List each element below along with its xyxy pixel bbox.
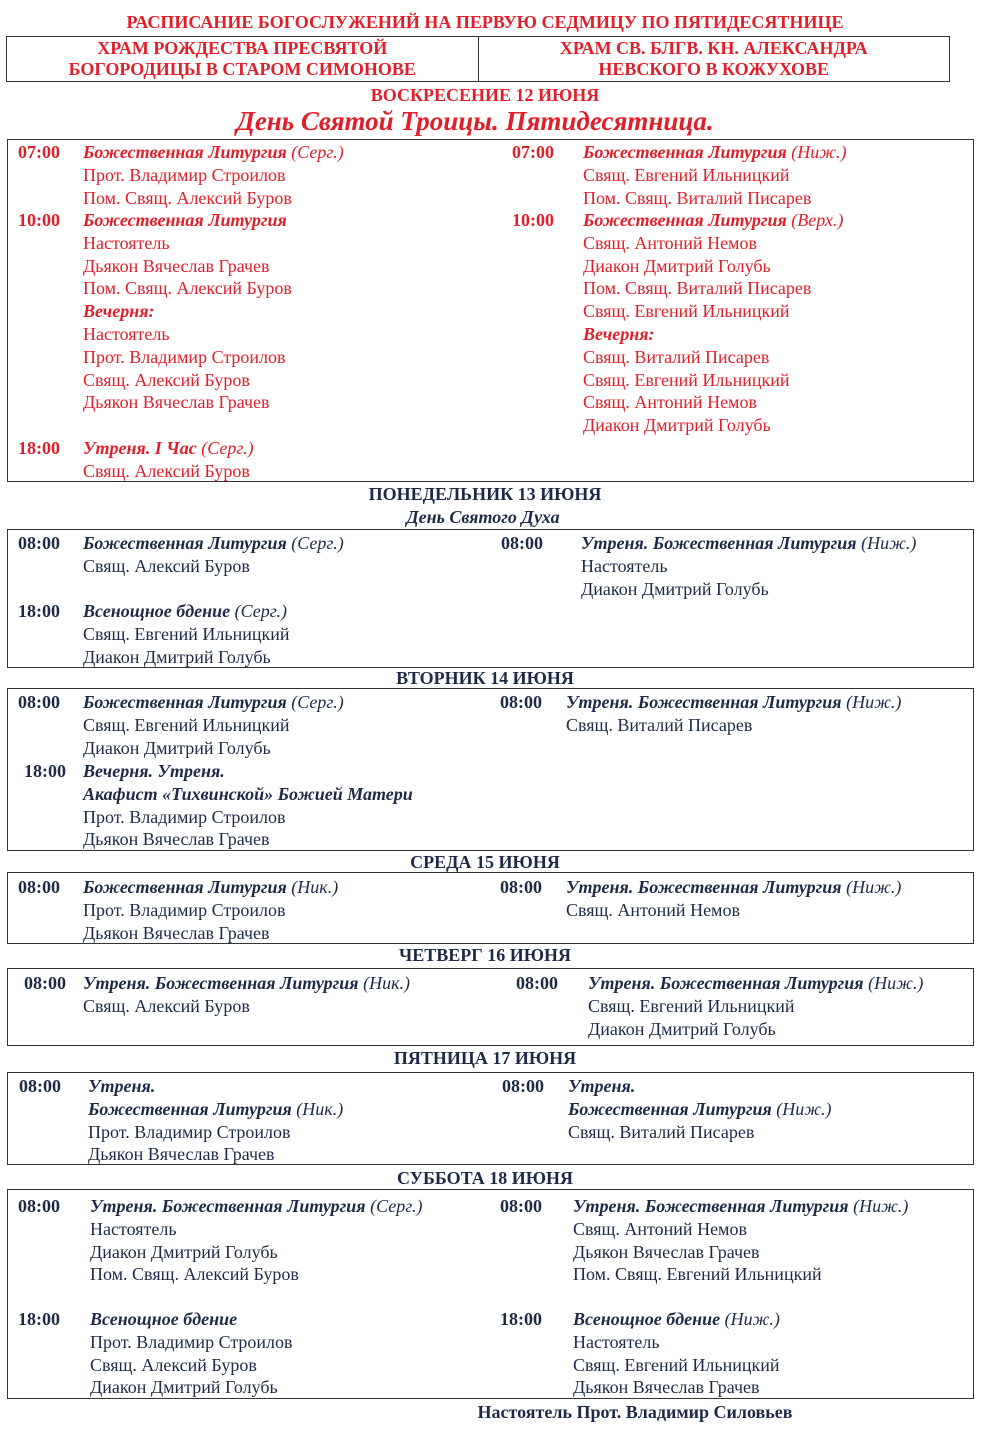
service-location: (Серг.) <box>370 1196 423 1216</box>
time: 08:00 <box>500 1196 542 1216</box>
entry-line: БОГОРОДИЦЫ В СТАРОМ СИМОНОВЕ <box>68 59 416 79</box>
service-location: (Ник.) <box>291 877 339 897</box>
entry-line: Диакон Дмитрий Голубь <box>90 1377 278 1398</box>
service-name: Божественная Литургия <box>568 1098 772 1119</box>
service-name: Всенощное бдение <box>573 1309 721 1329</box>
time: 08:00 <box>18 1196 60 1216</box>
page-title: РАСПИСАНИЕ БОГОСЛУЖЕНИЙ НА ПЕРВУЮ СЕДМИЦУ ПО ПЯТИДЕСЯТНИЦЕ <box>126 12 844 32</box>
entry-line: Прот. Владимир Строилов <box>88 1121 291 1142</box>
day-box-tuesday <box>7 688 974 851</box>
service-name: Всенощное бдение <box>83 601 231 621</box>
entry-line: Диакон Дмитрий Голубь <box>583 255 771 276</box>
entry-line: Свящ. Алексий Буров <box>90 1354 257 1375</box>
service-entry <box>573 1308 780 1399</box>
entry-line: Свящ. Алексий Буров <box>83 460 250 481</box>
entry-line: Свящ. Виталий Писарев <box>568 1121 755 1142</box>
entry-line: Дьякон Вячеслав Грачев <box>573 1241 760 1262</box>
entry-line: ХРАМ СВ. БЛГВ. КН. АЛЕКСАНДРА <box>559 38 868 58</box>
entry-line: Диакон Дмитрий Голубь <box>83 646 271 667</box>
time: 18:00 <box>18 438 60 458</box>
service-entry <box>83 972 410 1018</box>
entry-line: Всенощное бдение <box>90 1309 238 1329</box>
time: 18:00 <box>18 601 60 621</box>
entry-line <box>583 141 847 164</box>
service-location: (Серг.) <box>201 438 254 458</box>
service-entry <box>588 972 923 1040</box>
entry-line: Свящ. Евгений Ильницкий <box>583 301 790 322</box>
day-box-wednesday <box>7 872 974 944</box>
service-name: Утреня. Божественная Литургия <box>588 973 864 993</box>
entry-line: Дьякон Вячеслав Грачев <box>83 829 270 850</box>
entry-line: Пом. Свящ. Виталий Писарев <box>583 187 812 208</box>
entry-line: Пом. Свящ. Алексий Буров <box>90 1264 299 1285</box>
entry-line: Свящ. Евгений Ильницкий <box>583 164 790 185</box>
entry-line <box>83 209 292 232</box>
service-name: Утреня. Божественная Литургия <box>566 692 842 712</box>
day-box-monday <box>7 529 974 668</box>
service-location: (Серг.) <box>291 692 344 712</box>
time: 08:00 <box>500 692 542 712</box>
time: 18:00 <box>24 761 66 781</box>
service-location: (Ниж.) <box>791 142 847 162</box>
entry-line <box>83 691 344 714</box>
service-name: Утреня. Божественная Литургия <box>566 877 842 897</box>
service-entry <box>83 876 338 944</box>
entry-line: Диакон Дмитрий Голубь <box>83 737 271 758</box>
time: 08:00 <box>516 973 558 993</box>
entry-line: Настоятель <box>581 555 668 576</box>
time: 10:00 <box>18 210 60 230</box>
entry-line: Свящ. Антоний Немов <box>583 392 757 413</box>
service-location: (Ниж.) <box>861 533 917 553</box>
entry-line: Диакон Дмитрий Голубь <box>90 1241 278 1262</box>
entry-line: Свящ. Евгений Ильницкий <box>83 714 290 735</box>
entry-line <box>588 972 923 995</box>
service-name: Божественная Литургия <box>83 533 287 553</box>
entry-line <box>83 600 290 623</box>
day-box-thursday <box>7 968 974 1046</box>
entry-line: Свящ. Алексий Буров <box>83 369 250 390</box>
entry-line: Вечерня: <box>583 323 655 344</box>
entry-line: Настоятель <box>90 1218 177 1239</box>
service-entry <box>83 141 344 209</box>
entry-line: Пом. Свящ. Алексий Буров <box>83 278 292 299</box>
service-entry <box>83 209 292 414</box>
service-entry <box>83 532 344 578</box>
entry-line <box>83 532 344 555</box>
time: 08:00 <box>18 692 60 712</box>
entry-line: Дьякон Вячеслав Грачев <box>83 255 270 276</box>
entry-line: Прот. Владимир Строилов <box>83 899 286 920</box>
entry-line <box>581 532 916 555</box>
service-entry <box>90 1195 422 1286</box>
church-header <box>6 36 950 82</box>
entry-line: Прот. Владимир Строилов <box>83 806 286 827</box>
time: 18:00 <box>500 1309 542 1329</box>
service-name: Утреня. Божественная Литургия <box>573 1196 849 1216</box>
entry-line: Вечерня: <box>83 301 155 322</box>
time: 08:00 <box>18 877 60 897</box>
service-location: (Верх.) <box>791 210 844 230</box>
service-location: (Ниж.) <box>846 692 902 712</box>
footer-signature: Настоятель Прот. Владимир Силовьев <box>477 1402 793 1422</box>
entry-line: Утреня. <box>568 1076 636 1096</box>
entry-line: Акафист «Тихвинской» Божией Матери <box>83 783 413 804</box>
service-entry <box>83 600 290 668</box>
service-location: (Ниж.) <box>853 1196 909 1216</box>
entry-line: Прот. Владимир Строилов <box>83 164 286 185</box>
entry-line: Дьякон Вячеслав Грачев <box>83 922 270 943</box>
service-entry <box>566 876 901 922</box>
day-heading-thursday: ЧЕТВЕРГ 16 ИЮНЯ <box>399 945 571 965</box>
entry-line: Свящ. Евгений Ильницкий <box>83 623 290 644</box>
day-box-friday <box>7 1072 974 1165</box>
service-entry <box>573 1195 908 1286</box>
day-heading-monday: ПОНЕДЕЛЬНИК 13 ИЮНЯ <box>368 484 602 504</box>
service-location: (Серг.) <box>291 533 344 553</box>
service-name: Божественная Литургия <box>88 1098 292 1119</box>
entry-line: Свящ. Евгений Ильницкий <box>583 369 790 390</box>
service-name: Божественная Литургия <box>83 210 287 230</box>
entry-line <box>83 876 338 899</box>
service-location: (Ник.) <box>363 973 410 993</box>
entry-line: Настоятель <box>83 232 170 253</box>
service-name: Божественная Литургия <box>583 210 787 230</box>
service-entry <box>88 1075 343 1166</box>
church-left <box>7 37 479 81</box>
day-heading-tuesday: ВТОРНИК 14 ИЮНЯ <box>396 668 574 688</box>
entry-line <box>83 972 410 995</box>
entry-line <box>566 691 901 714</box>
entry-line <box>583 209 843 232</box>
entry-line: Свящ. Антоний Немов <box>566 899 740 920</box>
service-name: Божественная Литургия <box>83 877 287 897</box>
time: 10:00 <box>512 210 554 230</box>
service-name: Божественная Литургия <box>83 692 287 712</box>
service-name: Божественная Литургия <box>583 142 787 162</box>
service-name: Божественная Литургия <box>83 142 287 162</box>
service-name: Утреня. Божественная Литургия <box>90 1196 366 1216</box>
day-heading-friday: ПЯТНИЦА 17 ИЮНЯ <box>393 1048 577 1068</box>
feast-monday: День Святого Духа <box>406 507 560 527</box>
entry-line <box>573 1195 908 1218</box>
service-entry <box>90 1308 293 1399</box>
time: 08:00 <box>24 973 66 993</box>
church-right <box>479 37 950 81</box>
service-location: (Ниж.) <box>724 1309 780 1329</box>
time: 08:00 <box>19 1076 61 1096</box>
time: 08:00 <box>18 533 60 553</box>
entry-line <box>573 1308 780 1331</box>
service-entry <box>83 691 344 759</box>
entry-line: Дьякон Вячеслав Грачев <box>88 1144 275 1165</box>
entry-line: Свящ. Евгений Ильницкий <box>573 1354 780 1375</box>
service-location: (Серг.) <box>291 142 344 162</box>
service-entry <box>581 532 916 600</box>
entry-line: НЕВСКОГО В КОЖУХОВЕ <box>598 59 830 79</box>
entry-line: Свящ. Евгений Ильницкий <box>588 995 795 1016</box>
service-entry <box>583 141 847 209</box>
service-entry <box>83 760 413 851</box>
entry-line: Свящ. Антоний Немов <box>583 232 757 253</box>
entry-line: Диакон Дмитрий Голубь <box>583 415 771 436</box>
day-box-sunday <box>7 139 974 482</box>
entry-line: Свящ. Алексий Буров <box>83 555 250 576</box>
entry-line: Свящ. Антоний Немов <box>573 1218 747 1239</box>
service-entry <box>583 209 843 437</box>
entry-line: ХРАМ РОЖДЕСТВА ПРЕСВЯТОЙ <box>97 38 388 58</box>
entry-line: Прот. Владимир Строилов <box>90 1331 293 1352</box>
service-location: (Ниж.) <box>868 973 924 993</box>
entry-line: Прот. Владимир Строилов <box>83 346 286 367</box>
time: 18:00 <box>18 1309 60 1329</box>
entry-line: Вечерня. Утреня. <box>83 761 225 781</box>
entry-line <box>568 1098 832 1121</box>
feast-sunday: День Святой Троицы. Пятидесятница. <box>236 106 714 136</box>
day-heading-sunday: ВОСКРЕСЕНИЕ 12 ИЮНЯ <box>370 85 600 105</box>
entry-line: Дьякон Вячеслав Грачев <box>573 1377 760 1398</box>
entry-line <box>90 1195 422 1218</box>
entry-line: Свящ. Алексий Буров <box>83 995 250 1016</box>
day-heading-saturday: СУББОТА 18 ИЮНЯ <box>396 1168 574 1188</box>
time: 07:00 <box>512 142 554 162</box>
entry-line <box>83 141 344 164</box>
entry-line <box>88 1098 343 1121</box>
entry-line: Утреня. <box>88 1076 156 1096</box>
service-entry <box>566 691 901 737</box>
service-location: (Ник.) <box>296 1098 344 1119</box>
service-location: (Ниж.) <box>846 877 902 897</box>
entry-line: Пом. Свящ. Алексий Буров <box>83 187 292 208</box>
service-entry <box>83 437 254 483</box>
entry-line: Пом. Свящ. Виталий Писарев <box>583 278 812 299</box>
service-name: Утреня. I Час <box>83 438 197 458</box>
entry-line <box>566 876 901 899</box>
day-heading-wednesday: СРЕДА 15 ИЮНЯ <box>410 852 560 872</box>
entry-line: Диакон Дмитрий Голубь <box>581 578 769 599</box>
day-box-saturday <box>7 1189 974 1399</box>
service-location: (Ниж.) <box>776 1098 832 1119</box>
entry-line: Пом. Свящ. Евгений Ильницкий <box>573 1264 822 1285</box>
service-name: Утреня. Божественная Литургия <box>83 973 359 993</box>
service-entry <box>568 1075 832 1143</box>
service-name: Утреня. Божественная Литургия <box>581 533 857 553</box>
entry-line: Свящ. Виталий Писарев <box>583 346 770 367</box>
time: 08:00 <box>501 533 543 553</box>
entry-line: Настоятель <box>83 323 170 344</box>
time: 08:00 <box>502 1076 544 1096</box>
time: 07:00 <box>18 142 60 162</box>
entry-line: Свящ. Виталий Писарев <box>566 714 753 735</box>
entry-line: Дьякон Вячеслав Грачев <box>83 392 270 413</box>
entry-line: Диакон Дмитрий Голубь <box>588 1018 776 1039</box>
entry-line <box>83 437 254 460</box>
entry-line: Настоятель <box>573 1331 660 1352</box>
time: 08:00 <box>500 877 542 897</box>
service-location: (Серг.) <box>234 601 288 621</box>
